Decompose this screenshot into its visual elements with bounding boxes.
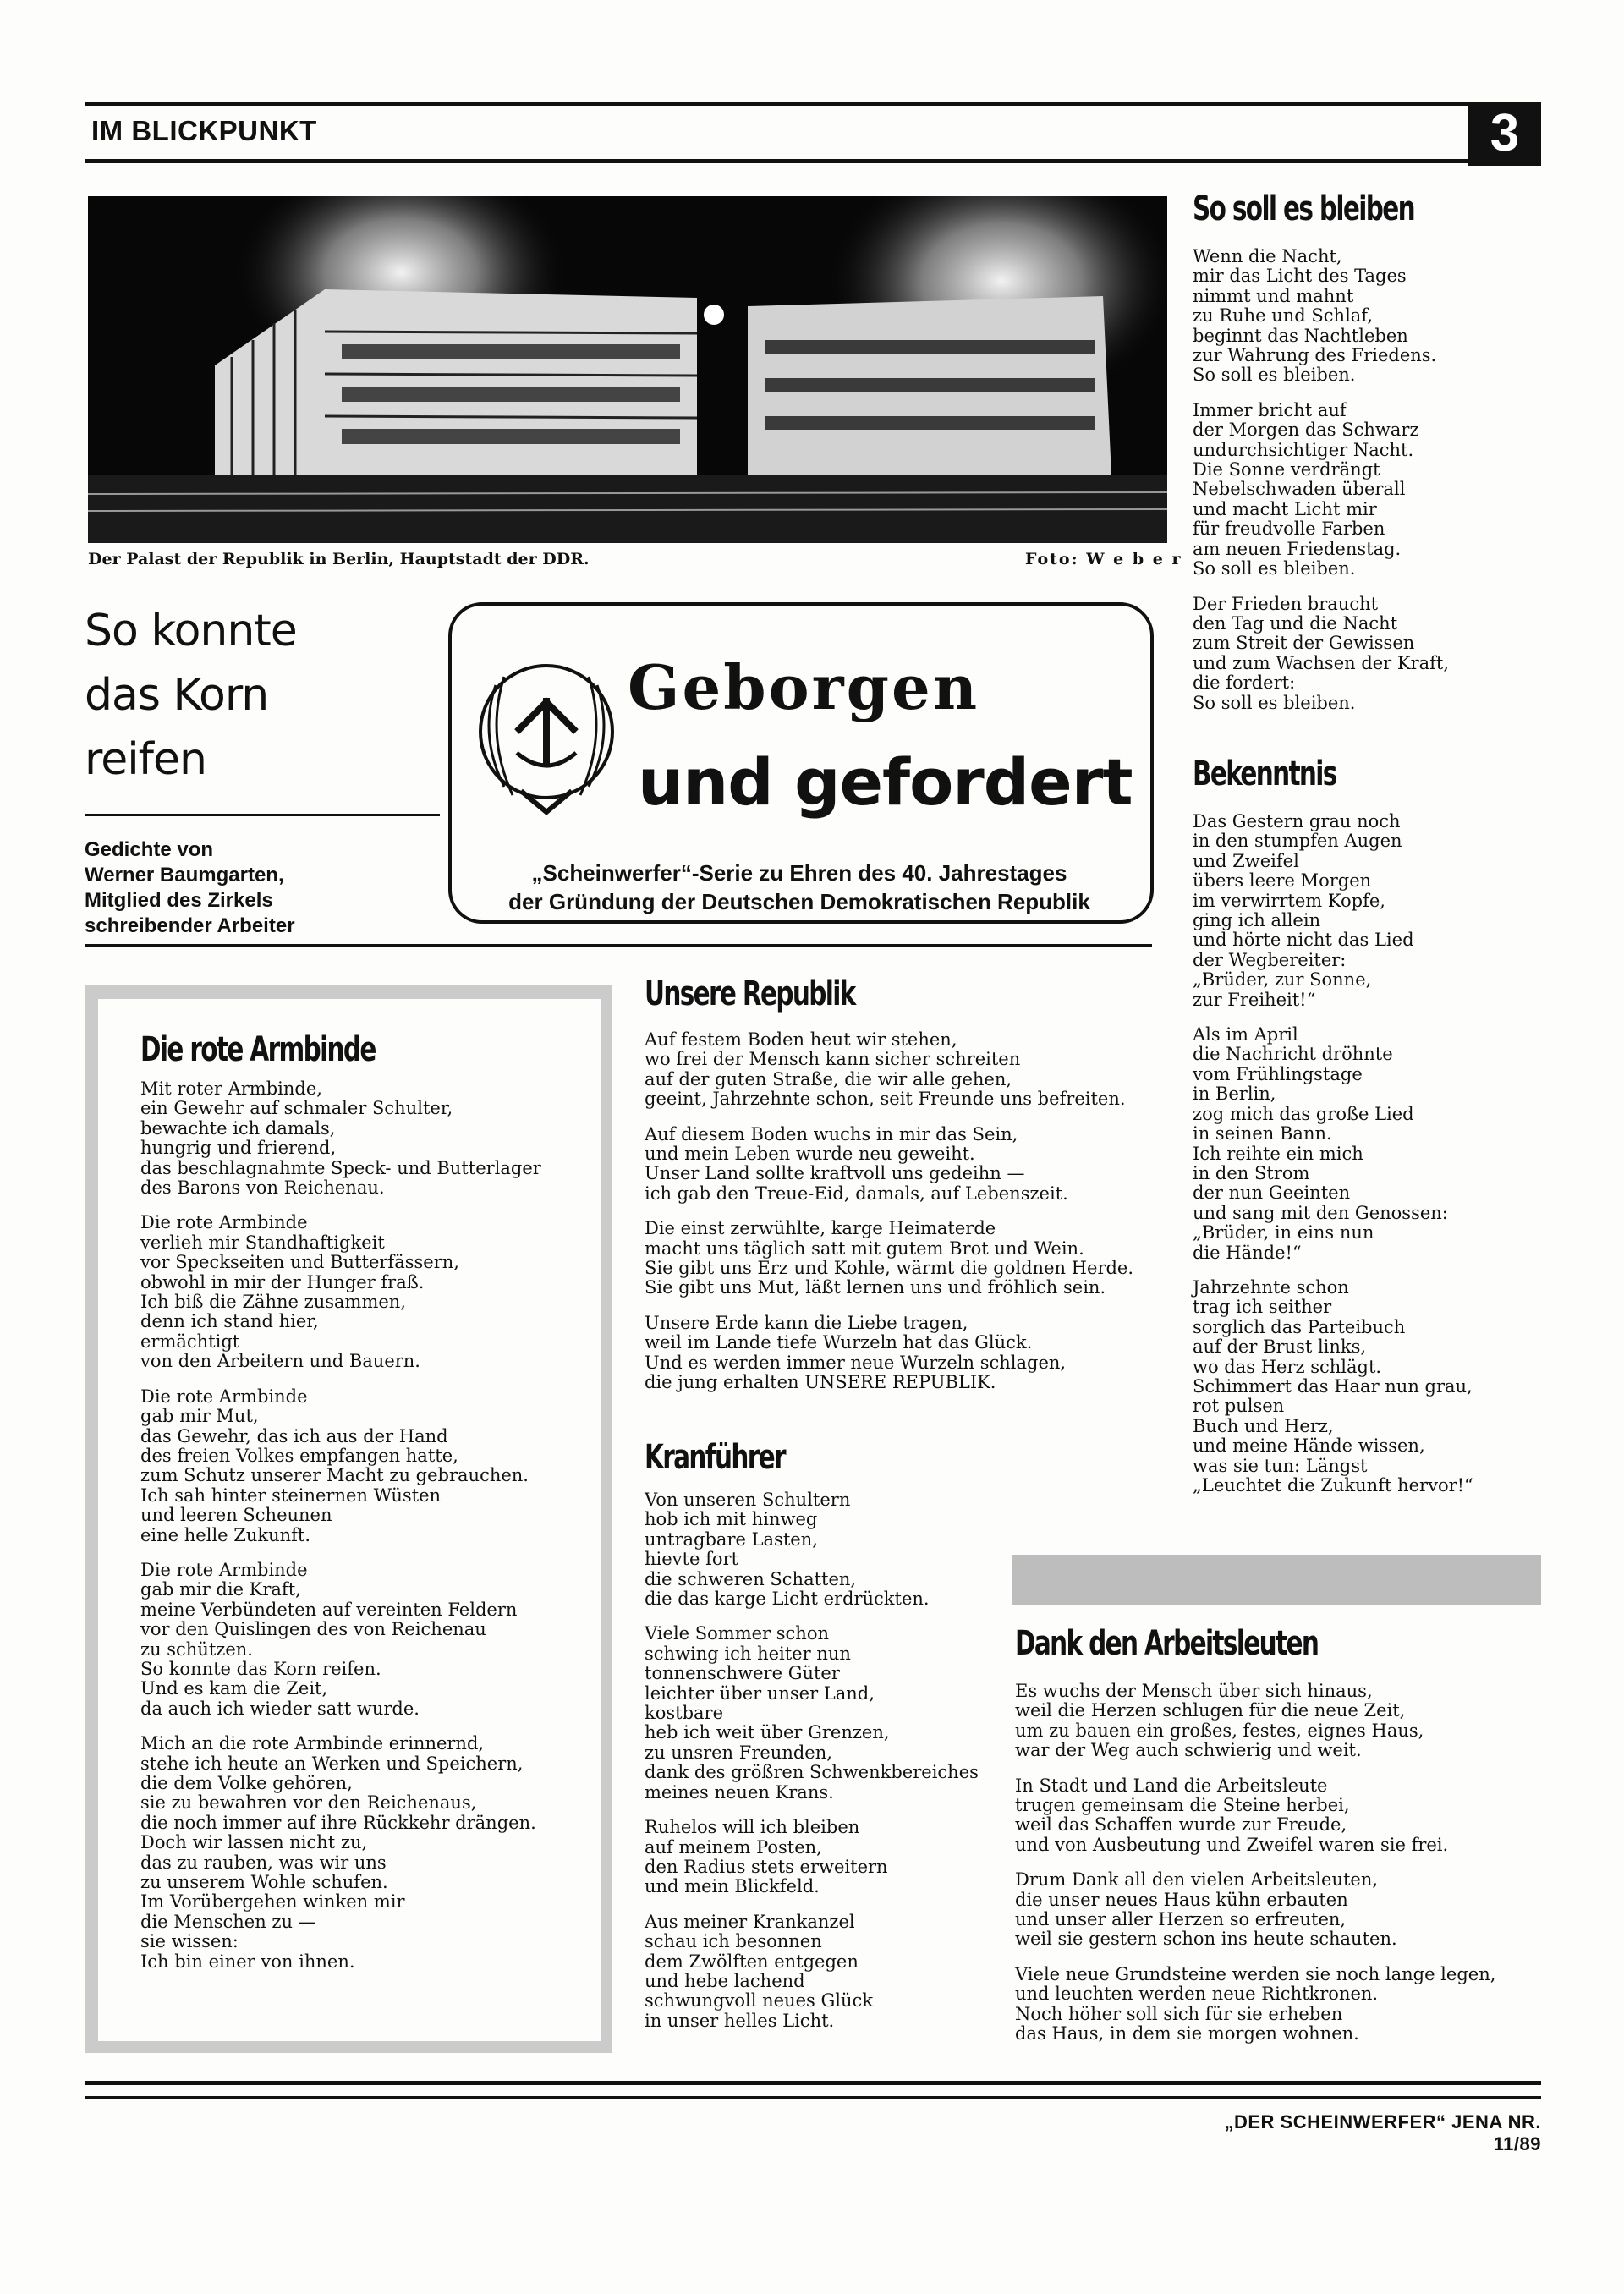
footer-rule-top	[85, 2081, 1541, 2085]
header-top-rule	[85, 102, 1514, 106]
section-divider	[85, 944, 1152, 947]
stanza: Immer bricht auf der Morgen das Schwarz undurchsichtiger Nacht. Die Sonne verdrängt Nebelschwaden überall und macht Licht mir für freudvolle Farben am neuen Friedenstag. So soll es bleiben.	[1193, 399, 1419, 579]
series-title-line1: Geborgen	[628, 651, 980, 723]
stanza: Die rote Armbinde verlieh mir Standhaftigkeit vor Speckseiten und Butterfässern, obwohl in mir der Hunger fraß. Ich biß die Zähne zusammen, denn ich stand hier, ermächtigt von den Arbeitern und Bauern.	[140, 1212, 459, 1372]
stanza: Auf diesem Boden wuchs in mir das Sein, und mein Leben wurde neu geweiht. Unser Land sollte kraftvoll uns gedeihn — ich gab den Treue-Eid, damals, auf Lebenszeit.	[645, 1123, 1068, 1204]
stanza: Viele Sommer schon schwing ich heiter nun tonnenschwere Güter leichter über unser Land, kostbare heb ich weit über Grenzen, zu unsren Freunden, dank des größren Schwenkbereiches meines neuen Krans.	[645, 1623, 979, 1803]
feature-divider	[85, 814, 440, 816]
series-subtitle	[457, 859, 1142, 916]
page-number: 3	[1468, 102, 1541, 166]
photo-credit: Foto: W e b e r	[1025, 550, 1182, 568]
poem-unsere-republik	[645, 1030, 1133, 1408]
ddr-emblem-icon	[470, 651, 623, 824]
footer-credit: „DER SCHEINWERFER“ JENA NR. 11/89	[1224, 2111, 1541, 2154]
poem-so-soll-es-bleiben	[1193, 247, 1449, 728]
stanza: Die rote Armbinde gab mir Mut, das Gewehr, das ich aus der Hand des freien Volkes empfangen hatte, zum Schutz unserer Macht zu gebrauchen. Ich sah hinter steinernen Wüsten und leeren Scheunen eine helle Zukunft.	[140, 1386, 529, 1545]
stanza: Mich an die rote Armbinde erinnernd, stehe ich heute an Werken und Speichern, die dem Volke gehören, sie zu bewahren vor den Reichenaus, die noch immer auf ihre Rückkehr drängen. Doch wir lassen nicht zu, das zu rauben, was wir uns zu unserem Wohle schufen. Im Vorübergehen winken mir die Menschen zu — sie wissen: Ich bin einer von ihnen.	[140, 1733, 536, 1972]
byline-line: Werner Baumgarten,	[85, 864, 284, 886]
stanza: Ruhelos will ich bleiben auf meinem Posten, den Radius stets erweitern und mein Blickfeld.	[645, 1817, 888, 1897]
poem-kranfuehrer	[645, 1490, 979, 2046]
stanza: Der Frieden braucht den Tag und die Nacht zum Streit der Gewissen und zum Wachsen der Kraft, die fordert: So soll es bleiben.	[1193, 593, 1450, 713]
poem-title-kranfuehrer: Kranführer	[645, 1438, 785, 1477]
stanza: Jahrzehnte schon trag ich seither sorglich das Parteibuch auf der Brust links, wo das Herz schlägt. Schimmert das Haar nun grau, rot pulsen Buch und Herz, und meine Hände wissen, was sie tun: Längst „Leuchtet die Zukunft hervor!“	[1193, 1276, 1473, 1495]
series-title-line2: und gefordert	[638, 744, 1133, 820]
poem-rote-armbinde	[140, 1079, 541, 1987]
stanza: Das Gestern grau noch in den stumpfen Augen und Zweifel übers leere Morgen im verwirrtem Kopfe, ging ich allein und hörte nicht das Lied der Wegbereiter: „Brüder, zur Sonne, zur Freiheit!“	[1193, 811, 1414, 1010]
feature-title	[85, 599, 440, 792]
stanza: Mit roter Armbinde, ein Gewehr auf schmaler Schulter, bewachte ich damals, hungrig und frierend, das beschlagnahmte Speck- und Butterlager des Barons von Reichenau.	[140, 1078, 541, 1199]
footer-rule-bottom	[85, 2096, 1541, 2099]
byline-line: Gedichte von	[85, 838, 214, 861]
byline	[85, 837, 440, 939]
feature-title-line: reifen	[85, 734, 206, 785]
stanza: In Stadt und Land die Arbeitsleute trugen gemeinsam die Steine herbei, weil das Schaffen wurde zur Freude, und von Ausbeutung und Zweifel waren sie frei.	[1015, 1775, 1449, 1855]
byline-line: schreibender Arbeiter	[85, 914, 295, 937]
feature-title-line: das Korn	[85, 670, 269, 721]
photo-caption: Der Palast der Republik in Berlin, Hauptstadt der DDR.	[88, 550, 590, 568]
header-bottom-rule	[85, 159, 1514, 163]
stanza: Die rote Armbinde gab mir die Kraft, meine Verbündeten auf vereinten Feldern vor den Quislingen des von Reichenau zu schützen. So konnte das Korn reifen. Und es kam die Zeit, da auch ich wieder satt wurde.	[140, 1559, 518, 1719]
series-subtitle-line: der Gründung der Deutschen Demokratischen Republik	[508, 889, 1090, 914]
poem-title-dank: Dank den Arbeitsleuten	[1015, 1624, 1319, 1663]
palast-photo	[88, 196, 1167, 543]
section-label: IM BLICKPUNKT	[91, 115, 317, 146]
stanza: Von unseren Schultern hob ich mit hinweg untragbare Lasten, hievte fort die schweren Schatten, die das karge Licht erdrückten.	[645, 1490, 930, 1610]
stanza: Aus meiner Krankanzel schau ich besonnen dem Zwölften entgegen und hebe lachend schwungvoll neues Glück in unser helles Licht.	[645, 1911, 874, 2031]
poem-title-bekenntnis: Bekenntnis	[1193, 755, 1336, 793]
stanza: Viele neue Grundsteine werden sie noch lange legen, und leuchten werden neue Richtkronen. Noch höher soll sich für sie erheben das Haus, in dem sie morgen wohnen.	[1015, 1963, 1496, 2044]
feature-title-line: So konnte	[85, 606, 297, 656]
stanza: Als im April die Nachricht dröhnte vom Frühlingstage in Berlin, zog mich das große Lied in seinen Bann. Ich reihte ein mich in den Strom der nun Geeinten und sang mit den Genossen: „Brüder, in eins nun die Hände!“	[1193, 1024, 1448, 1263]
stanza: Es wuchs der Mensch über sich hinaus, weil die Herzen schlugen für die neue Zeit, um zu bauen ein großes, festes, eignes Haus, war der Weg auch schwierig und weit.	[1015, 1681, 1424, 1761]
stanza: Die einst zerwühlte, karge Heimaterde macht uns täglich satt mit gutem Brot und Wein. Sie gibt uns Erz und Kohle, wärmt die goldnen Herde. Sie gibt uns Mut, läßt lernen uns und fröhlich sein.	[645, 1218, 1134, 1298]
poem-title-rote-armbinde: Die rote Armbinde	[140, 1030, 376, 1069]
stanza: Auf festem Boden heut wir stehen, wo frei der Mensch kann sicher schreiten auf der guten Straße, die wir alle gehen, geeint, Jahrzehnte schon, seit Freunde uns befreiten.	[645, 1029, 1126, 1110]
stanza: Drum Dank all den vielen Arbeitsleuten, die unser neues Haus kühn erbauten und unser aller Herzen so erfreuten, weil sie gestern schon ins heute schauten.	[1015, 1869, 1397, 1950]
stanza: Unsere Erde kann die Liebe tragen, weil im Lande tiefe Wurzeln hat das Glück. Und es werden immer neue Wurzeln schlagen, die jung erhalten UNSERE REPUBLIK.	[645, 1312, 1067, 1393]
poem-bekenntnis	[1193, 812, 1473, 1511]
poem-title-so-soll-es-bleiben: So soll es bleiben	[1193, 189, 1414, 228]
series-subtitle-line: „Scheinwerfer“-Serie zu Ehren des 40. Jahrestages	[531, 860, 1067, 886]
stanza: Wenn die Nacht, mir das Licht des Tages nimmt und mahnt zu Ruhe und Schlaf, beginnt das Nachtleben zur Wahrung des Friedens. So soll es bleiben.	[1193, 246, 1437, 386]
byline-line: Mitglied des Zirkels	[85, 889, 273, 912]
poem-dank	[1015, 1682, 1495, 2060]
poem-title-unsere-republik: Unsere Republik	[645, 974, 855, 1013]
gray-bar	[1012, 1555, 1541, 1605]
